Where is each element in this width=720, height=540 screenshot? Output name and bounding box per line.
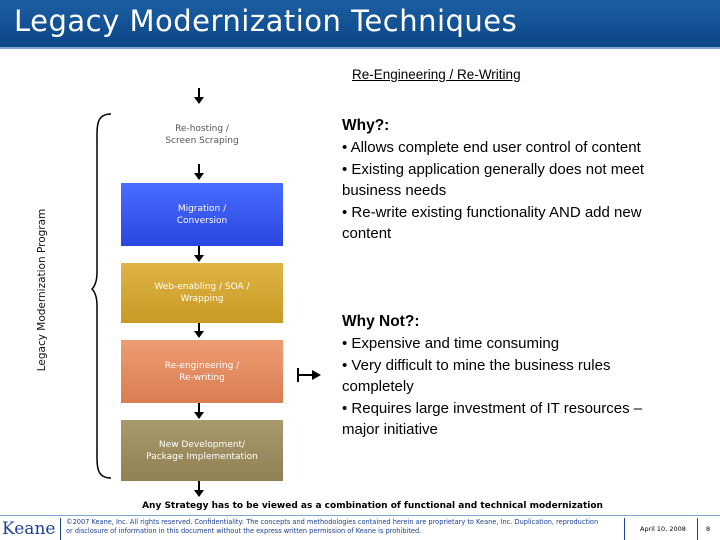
brace-bracket: [91, 112, 113, 482]
list-item: • Requires large investment of IT resources – major initiative: [342, 399, 643, 438]
list-item: • Allows complete end user control of content: [342, 139, 641, 156]
down-arrow-icon: [194, 481, 204, 498]
page-number: 8: [706, 525, 711, 533]
why-not-heading: Why Not?:: [342, 313, 420, 330]
footer-separator: [697, 518, 698, 540]
why-list: [342, 137, 647, 245]
step-label: New Development/ Package Implementation: [146, 439, 258, 462]
list-item: • Expensive and time consuming: [342, 335, 560, 352]
down-arrow-icon: [194, 322, 204, 339]
legal-notice: ©2007 Keane, Inc. All rights reserved. Confidentiality: The concepts and methodologies contained herein are proprietary to Keane, Inc. Duplication, reproduction or disclosure of information in this document without the express written permission of Keane is prohibited.: [66, 518, 599, 535]
why-not-section: [342, 312, 647, 441]
right-arrow-icon: [297, 366, 323, 386]
down-arrow-icon: [194, 88, 204, 105]
down-arrow-icon: [194, 403, 204, 420]
footer: [0, 516, 720, 540]
step-reengineering: [121, 340, 283, 403]
slide-title: Legacy Modernization Techniques: [14, 4, 518, 38]
footer-separator: [624, 518, 625, 540]
step-label: Re-hosting / Screen Scraping: [165, 124, 239, 146]
down-arrow-icon: [194, 246, 204, 263]
step-new-development: [121, 420, 283, 481]
slide-subtitle: Re-Engineering / Re-Writing: [352, 67, 521, 82]
slide-date: April 10, 2008: [640, 525, 686, 533]
step-web-enabling: [121, 263, 283, 323]
step-rehosting: [121, 106, 283, 164]
list-item: • Existing application generally does not meet business needs: [342, 160, 645, 199]
footer-separator: [60, 518, 61, 540]
step-migration: [121, 183, 283, 246]
why-section: [342, 116, 647, 245]
title-divider: [0, 47, 720, 49]
title-bar: [0, 0, 720, 47]
why-not-list: [342, 333, 647, 441]
step-label: Re-engineering / Re-writing: [164, 360, 240, 383]
step-label: Web-enabling / SOA / Wrapping: [154, 282, 250, 304]
step-label: Migration / Conversion: [176, 203, 228, 226]
list-item: • Re-write existing functionality AND add new content: [342, 203, 642, 242]
list-item: • Very difficult to mine the business rules completely: [342, 356, 611, 395]
down-arrow-icon: [194, 164, 204, 181]
keane-logo: Keane: [2, 519, 56, 539]
why-heading: Why?:: [342, 117, 390, 134]
vertical-label-frame: [20, 113, 65, 468]
vertical-label: Legacy Modernization Program: [36, 208, 48, 372]
strategy-tagline: Any Strategy has to be viewed as a combination of functional and technical modernization: [142, 501, 603, 511]
